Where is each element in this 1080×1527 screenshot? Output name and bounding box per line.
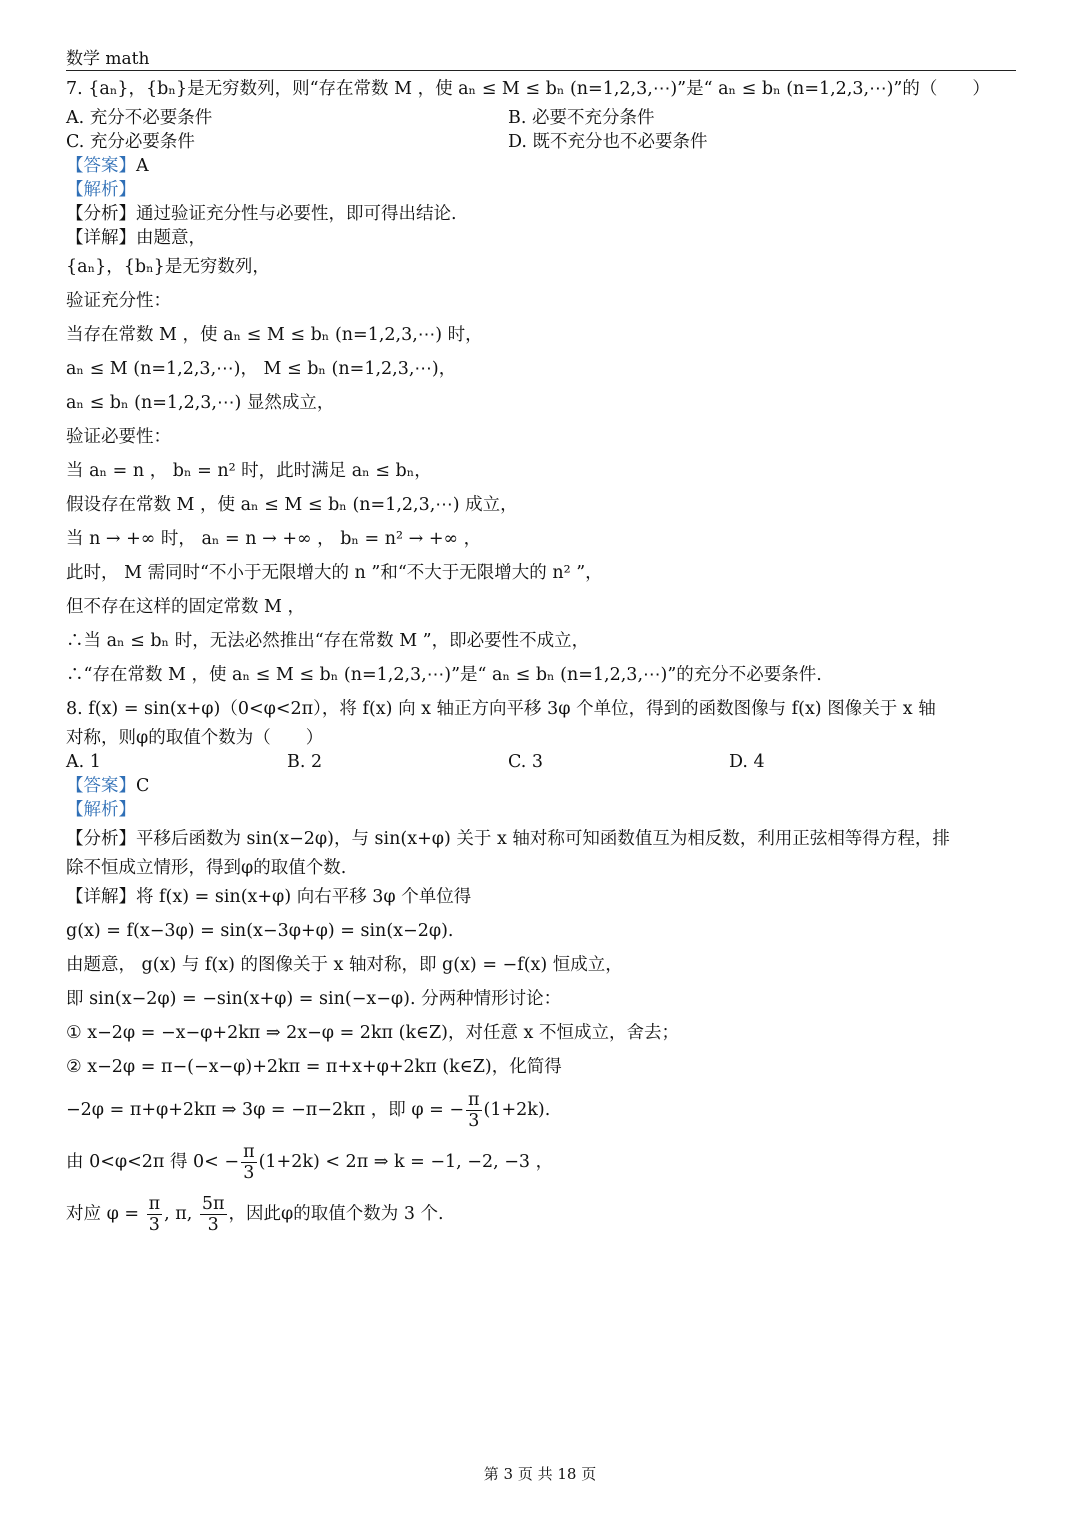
q8-solution-line: g(x) = f(x−3φ) = sin(x−3φ+φ) = sin(x−2φ). [66, 921, 454, 941]
pi-over-3-fraction [147, 1194, 163, 1235]
q8-stem-line-1: 8. f(x) = sin(x+φ)（0<φ<2π），将 f(x) 向 x 轴正方向平移 3φ 个单位，得到的函数图像与 f(x) 图像关于 x 轴 [66, 699, 936, 719]
q8-solution-line: 【分析】平移后函数为 sin(x−2φ)，与 sin(x+φ) 关于 x 轴对称可知函数值互为相反数，利用正弦相等得方程，排 [66, 829, 950, 849]
q7-solution-line: aₙ ≤ bₙ (n=1,2,3,⋯) 显然成立， [66, 393, 335, 413]
q7-stem: 7. {aₙ}，{bₙ}是无穷数列，则“存在常数 M ，使 aₙ ≤ M ≤ bₙ (n=1,2,3,⋯)”是“ aₙ ≤ bₙ (n=1,2,3,⋯)”的（ ） [66, 79, 990, 99]
fraction-numerator: π [148, 1194, 161, 1214]
q7-solution-line: 此时， M 需同时“不小于无限增大的 n ”和“不大于无限增大的 n² ”， [66, 563, 603, 583]
q8-fraction-line-2 [66, 1136, 1016, 1188]
q8-expr-text: ，因此φ的取值个数为 3 个. [228, 1204, 444, 1224]
q7-answer-value: A [136, 156, 149, 176]
q8-solution-line: ① x−2φ = −x−φ+2kπ ⇒ 2x−φ = 2kπ (k∈Z)，对任意 x 不恒成立，舍去； [66, 1023, 679, 1043]
q7-solution-line: 当存在常数 M ，使 aₙ ≤ M ≤ bₙ (n=1,2,3,⋯) 时， [66, 325, 483, 345]
fraction-denominator: 3 [207, 1215, 219, 1235]
fraction-denominator: 3 [468, 1111, 480, 1131]
q7-solution-line: ∴“存在常数 M ，使 aₙ ≤ M ≤ bₙ (n=1,2,3,⋯)”是“ aₙ ≤ bₙ (n=1,2,3,⋯)”的充分不必要条件. [66, 665, 822, 685]
q7-options-row-2 [66, 130, 1016, 154]
q8-fraction-line-1 [66, 1084, 1016, 1136]
q7-option-d: D. 既不充分也不必要条件 [508, 132, 708, 152]
q8-expr-text: −2φ = π+φ+2kπ ⇒ 3φ = −π−2kπ ，即 φ = − [66, 1100, 465, 1120]
q8-expr-text: 由 0<φ<2π 得 0< − [66, 1152, 240, 1172]
q7-solution-line: 【分析】通过验证充分性与必要性，即可得出结论. [66, 204, 457, 224]
q8-solution-line: 由题意， g(x) 与 f(x) 的图像关于 x 轴对称，即 g(x) = −f(x) 恒成立， [66, 955, 623, 975]
q7-solution-line: 当 n → +∞ 时， aₙ = n → +∞ ， bₙ = n² → +∞ ， [66, 529, 482, 549]
q7-solution-line: 验证充分性： [66, 291, 171, 311]
q8-option-c: C. 3 [508, 752, 544, 772]
q8-stem-line-2: 对称，则φ的取值个数为（ ） [66, 728, 324, 748]
page-header [66, 40, 1016, 71]
q7-solution-line: {aₙ}，{bₙ}是无穷数列， [66, 257, 270, 277]
q7-solution-line: 假设存在常数 M ，使 aₙ ≤ M ≤ bₙ (n=1,2,3,⋯) 成立， [66, 495, 518, 515]
q8-fraction-line-3 [66, 1188, 1016, 1240]
q7-solution-line: 验证必要性： [66, 427, 171, 447]
fraction-numerator: π [468, 1090, 480, 1110]
q8-expr-text: , π, [164, 1204, 198, 1224]
q8-expr-text: (1+2k). [483, 1100, 551, 1120]
header-subject: 数学 math [66, 49, 150, 69]
fraction-denominator: 3 [148, 1215, 160, 1235]
q8-analysis-tag: 【解析】 [66, 800, 136, 820]
q8-expr-text: 对应 φ = [66, 1204, 145, 1224]
pi-over-3-fraction [466, 1090, 482, 1131]
q7-solution-line: aₙ ≤ M (n=1,2,3,⋯)， M ≤ bₙ (n=1,2,3,⋯)， [66, 359, 457, 379]
q8-answer-value: C [136, 776, 150, 796]
fraction-denominator: 3 [243, 1163, 255, 1183]
q7-option-a: A. 充分不必要条件 [66, 108, 213, 128]
q7-solution-line: 【详解】由题意， [66, 228, 206, 248]
q7-option-b: B. 必要不充分条件 [508, 108, 655, 128]
q8-options-row [66, 750, 1016, 774]
q8-solution-line: 即 sin(x−2φ) = −sin(x+φ) = sin(−x−φ). 分两种情形讨论： [66, 989, 562, 1009]
q8-option-b: B. 2 [287, 752, 323, 772]
page-content [66, 72, 1016, 1240]
q8-expr-text: (1+2k) < 2π ⇒ k = −1, −2, −3 ， [258, 1152, 554, 1172]
q8-solution-line: ② x−2φ = π−(−x−φ)+2kπ = π+x+φ+2kπ (k∈Z)，化简得 [66, 1057, 562, 1077]
q7-solution-line: ∴当 aₙ ≤ bₙ 时，无法必然推出“存在常数 M ”，即必要性不成立， [66, 631, 590, 651]
q7-answer [66, 154, 1016, 178]
q8-solution-line: 【详解】将 f(x) = sin(x+φ) 向右平移 3φ 个单位得 [66, 887, 472, 907]
q8-option-d: D. 4 [729, 752, 765, 772]
q7-solution-line: 当 aₙ = n ， bₙ = n² 时，此时满足 aₙ ≤ bₙ， [66, 461, 432, 481]
q7-solution-line: 但不存在这样的固定常数 M ， [66, 597, 306, 617]
fraction-numerator: π [243, 1142, 255, 1162]
q7-answer-tag: 【答案】 [66, 156, 136, 176]
q7-option-c: C. 充分必要条件 [66, 132, 195, 152]
q7-analysis-tag: 【解析】 [66, 180, 136, 200]
q8-answer-tag: 【答案】 [66, 776, 136, 796]
page-footer: 第 3 页 共 18 页 [483, 1465, 597, 1483]
pi-over-3-fraction [241, 1142, 257, 1183]
q7-options-row-1 [66, 106, 1016, 130]
five-pi-over-3-fraction [200, 1194, 227, 1235]
q8-solution-line: 除不恒成立情形，得到φ的取值个数. [66, 858, 347, 878]
q8-option-a: A. 1 [66, 752, 101, 772]
q8-answer [66, 774, 1016, 798]
fraction-numerator: 5π [201, 1194, 225, 1214]
